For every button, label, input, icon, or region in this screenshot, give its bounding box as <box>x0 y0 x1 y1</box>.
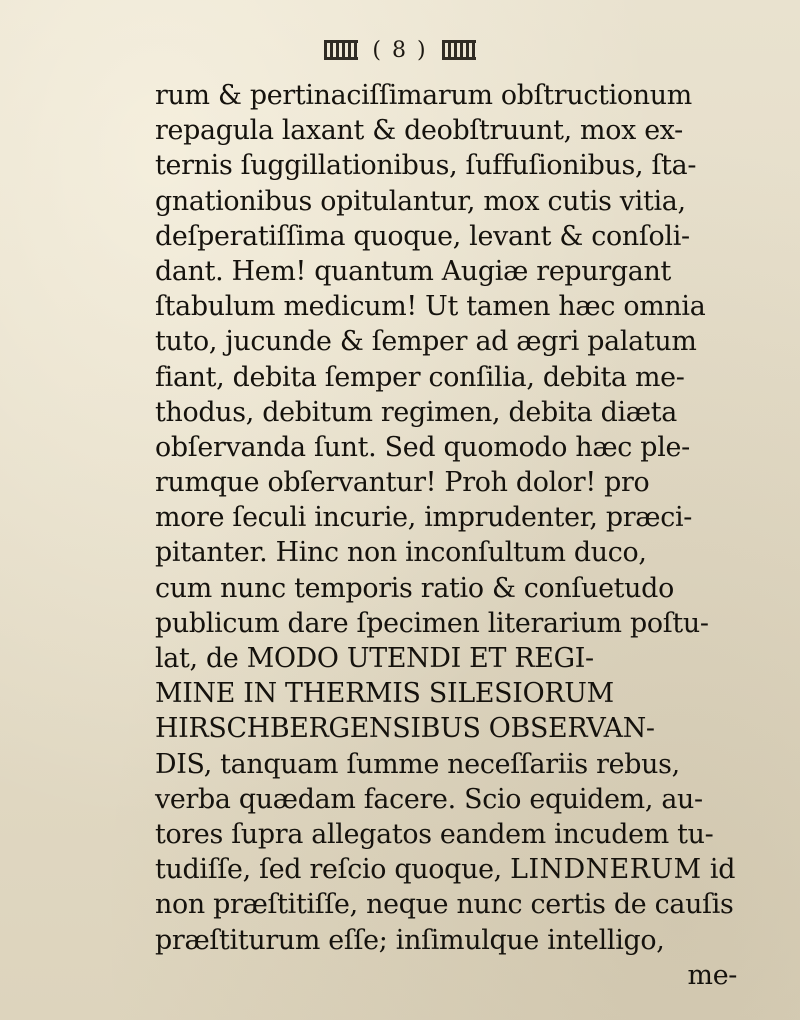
text-line: ternis ſuggillationibus, ſuffuſionibus, ſta- <box>155 150 697 182</box>
text-fragment: tudiſſe, ſed reſcio quoque, <box>155 854 502 886</box>
text-line: rumque obſervantur! Proh dolor! pro <box>155 467 650 499</box>
text-line: obſervanda ſunt. Sed quomodo hæc ple- <box>155 431 690 463</box>
author-name: LINDNERUM <box>510 854 702 886</box>
catchword: me- <box>687 959 738 991</box>
text-line: more ſeculi incurie, imprudenter, præci- <box>155 502 693 534</box>
text-line: non præſtitiſſe, neque nunc certis de cauſis <box>155 889 734 921</box>
text-line <box>155 852 792 887</box>
text-line: tuto, jucunde & ſemper ad ægri palatum <box>155 326 697 358</box>
text-line: MINE IN THERMIS SILESIORUM <box>155 678 614 710</box>
text-line: verba quædam facere. Scio equidem, au- <box>155 783 703 815</box>
text-line: thodus, debitum regimen, debita diæta <box>155 396 677 428</box>
text-line: DIS, tanquam ſumme neceſſariis rebus, <box>155 748 680 780</box>
text-line: gnationibus opitulantur, mox cutis vitia, <box>155 185 686 217</box>
body-text <box>155 78 795 993</box>
ornament-left-icon <box>324 40 358 60</box>
page-number: ( 8 ) <box>372 37 428 63</box>
ornament-right-icon <box>442 40 476 60</box>
text-line: cum nunc temporis ratio & conſuetudo <box>155 572 674 604</box>
page-header <box>0 30 800 70</box>
text-line: HIRSCHBERGENSIBUS OBSERVAN- <box>155 713 655 745</box>
text-line: publicum dare ſpecimen literarium poſtu- <box>155 607 709 639</box>
text-line: pitanter. Hinc non inconſultum duco, <box>155 537 647 569</box>
text-line: ſtabulum medicum! Ut tamen hæc omnia <box>155 291 706 323</box>
text-line: præſtiturum eſſe; inſimulque intelligo, <box>155 924 665 956</box>
text-line: repagula laxant & deobſtruunt, mox ex- <box>155 115 683 147</box>
text-line: lat, de MODO UTENDI ET REGI- <box>155 643 594 674</box>
text-line: dant. Hem! quantum Augiæ repurgant <box>155 255 672 287</box>
text-fragment: id <box>709 854 736 886</box>
text-line: tores ſupra allegatos eandem incudem tu- <box>155 818 714 850</box>
text-line: rum & pertinaciſſimarum obſtructionum <box>155 80 692 111</box>
text-line: fiant, debita ſemper conſilia, debita me- <box>155 361 685 393</box>
text-line: deſperatiſſima quoque, levant & conſoli- <box>155 220 690 252</box>
